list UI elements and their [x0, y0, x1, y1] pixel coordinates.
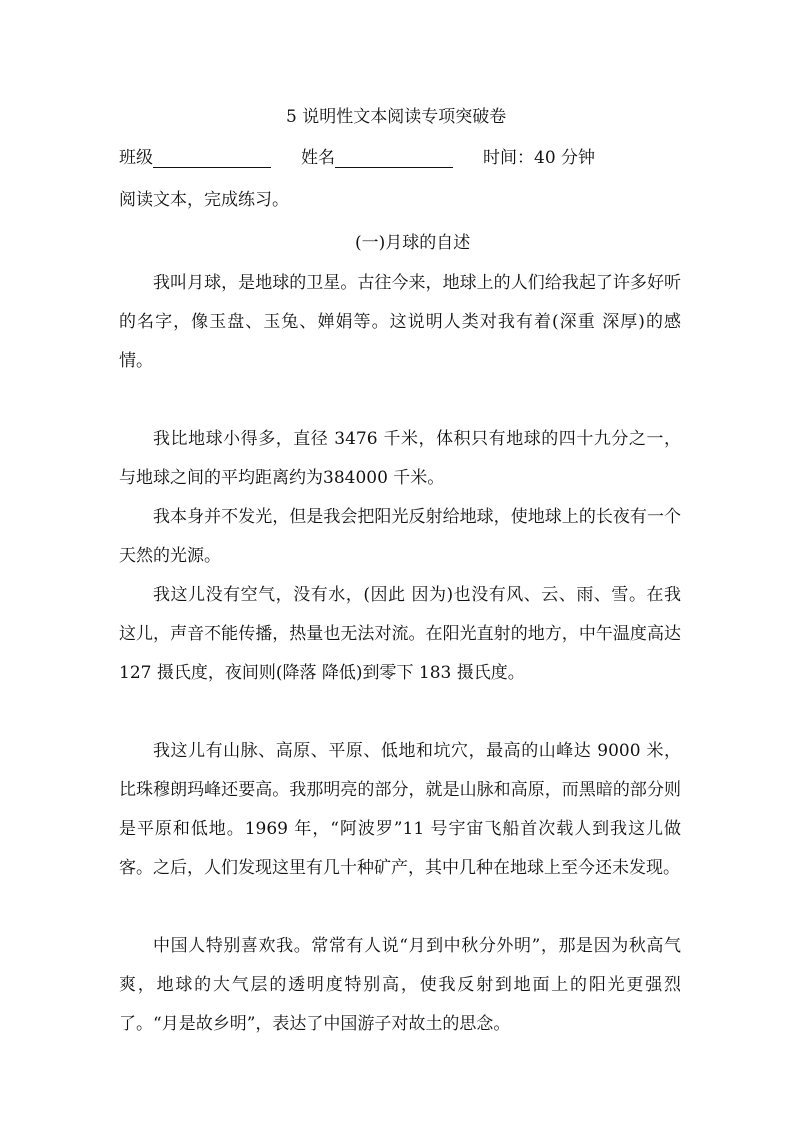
article-subtitle: (一)月球的自述	[355, 233, 471, 253]
student-info-row	[119, 148, 595, 168]
article-paragraph: 我这儿没有空气，没有水，(因此 因为)也没有风、云、雨、雪。在我这儿，声音不能传播，热量也无法对流。在阳光直射的地方，中午温度高达127 摄氏度，夜间则(降落 降低)到零下 183 摄氏度。	[119, 585, 681, 683]
class-label: 班级	[119, 148, 153, 168]
instruction-text: 阅读文本，完成练习。	[119, 190, 289, 210]
name-blank-line[interactable]	[335, 149, 453, 168]
article-paragraph: 中国人特别喜欢我。常常有人说“月到中秋分外明”，那是因为秋高气爽，地球的大气层的透明度特别高，使我反射到地面上的阳光更强烈了。“月是故乡明”，表达了中国游子对故土的思念。	[119, 936, 681, 1034]
time-label: 时间：40 分钟	[483, 148, 596, 168]
article-paragraph: 我比地球小得多，直径 3476 千米，体积只有地球的四十九分之一，与地球之间的平均距离约为384000 千米。	[119, 429, 681, 488]
page-title: 5 说明性文本阅读专项突破卷	[286, 107, 507, 127]
class-blank-line[interactable]	[153, 149, 271, 168]
article-paragraph: 我叫月球，是地球的卫星。古往今来，地球上的人们给我起了许多好听的名字，像玉盘、玉兔、婵娟等。这说明人类对我有着(深重 深厚)的感情。	[119, 273, 681, 371]
name-label: 姓名	[301, 148, 335, 168]
article-paragraph: 我本身并不发光，但是我会把阳光反射给地球，使地球上的长夜有一个天然的光源。	[119, 507, 681, 566]
article-paragraph: 我这儿有山脉、高原、平原、低地和坑穴，最高的山峰达 9000 米，比珠穆朗玛峰还要高。我那明亮的部分，就是山脉和高原，而黑暗的部分则是平原和低地。1969 年，“阿波罗”11 号宇宙飞船首次载人到我这儿做客。之后，人们发现这里有几十种矿产，其中几种在地球上至今还未发现。	[119, 741, 681, 878]
